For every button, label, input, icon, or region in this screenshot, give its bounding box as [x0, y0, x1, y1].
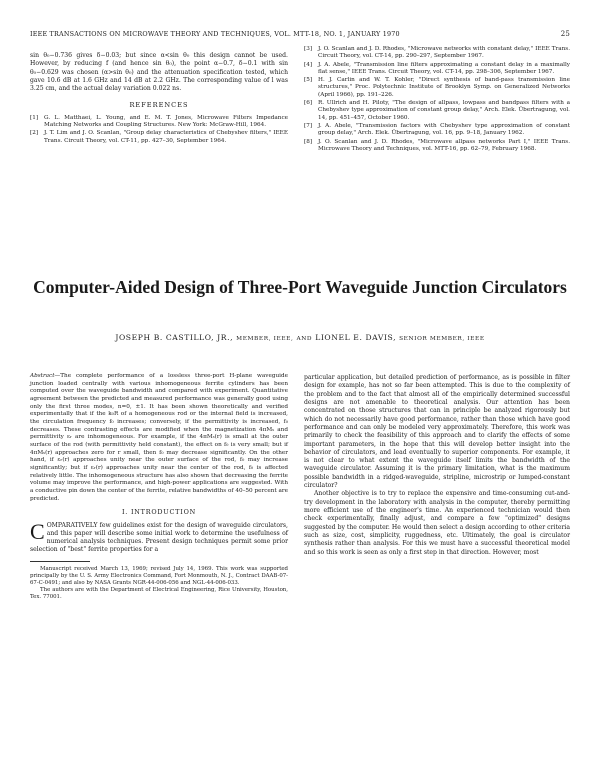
author-affiliation: SENIOR MEMBER, IEEE: [399, 336, 485, 342]
reference-text: H. J. Carlin and W. T. Kohler, "Direct synthesis of band-pass transmission line structures," Proc. Polytechnic Institute of Brooklyn Symp. on Generalized Networks (April 1966), pp. 191–226.: [318, 77, 570, 98]
author-conjunction: AND: [296, 336, 313, 342]
footnote-authors: The authors are with the Department of Electrical Engineering, Rice University, Houston, Tex. 77001.: [30, 586, 288, 600]
journal-running-title: IEEE TRANSACTIONS ON MICROWAVE THEORY AND TECHNIQUES, VOL. MTT-18, NO. 1, JANUARY 1970: [30, 30, 400, 38]
author-line: [30, 333, 570, 342]
footnote-rule: [30, 561, 90, 562]
reference-item: [30, 130, 288, 145]
abstract-label: Abstract: [30, 373, 55, 379]
previous-article-left-column: [30, 52, 288, 146]
author-affiliation: MEMBER, IEEE,: [236, 336, 294, 342]
page-number: 25: [560, 30, 570, 38]
reference-item: [304, 100, 570, 122]
section-heading-introduction: I. INTRODUCTION: [121, 508, 197, 517]
reference-number: [7]: [304, 122, 313, 129]
article-title: Computer-Aided Design of Three-Port Waveguide Junction Circulators: [33, 277, 567, 297]
previous-article-right-column: [304, 46, 570, 154]
introduction-text: OMPARATIVELY few guidelines exist for the design of waveguide circulators, and this paper will describe some initial work to determine the usefulness of numerical analysis techniques. Present design techniques permit some prior selection of "best" ferrite properties for a: [30, 521, 288, 554]
reference-number: [6]: [304, 100, 313, 107]
reference-item: [304, 62, 570, 77]
reference-number: [8]: [304, 138, 313, 145]
reference-number: [4]: [304, 61, 313, 68]
running-header: [30, 30, 570, 42]
reference-item: [304, 46, 570, 61]
reference-text: J. A. Abele, "Transmission line filters approximating a constant delay in a maximally flat sense," IEEE Trans. Circuit Theory, vol. CT-14, pp. 298–306, September 1967.: [318, 61, 570, 75]
reference-number: [5]: [304, 77, 313, 84]
reference-number: [2]: [30, 130, 39, 137]
reference-text: J. O. Scanlan and J. D. Rhodes, "Microwave allpass networks Part I," IEEE Trans. Microwave Theory and Techniques, vol. MTT-16, pp. 62–79, February 1968.: [318, 138, 570, 152]
author-name: JOSEPH B. CASTILLO, JR.,: [115, 333, 234, 342]
article-right-column: [304, 374, 570, 557]
reference-item: [304, 77, 570, 99]
reference-number: [3]: [304, 46, 313, 52]
reference-text: J. O. Scanlan and J. D. Rhodes, "Microwave networks with constant delay," IEEE Trans. Circuit Theory, vol. CT-14, pp. 290–297, September 1967.: [318, 46, 570, 60]
footnote-received: Manuscript received March 13, 1969; revised July 14, 1969. This work was supported principally by the U. S. Army Electronics Command, Fort Monmouth, N. J., Contract DAAB-07-67-C-0491; and also by NASA Grants NGR-44-006-056 and NGL-44-006-033.: [30, 565, 288, 586]
references-heading: REFERENCES: [129, 101, 189, 110]
drop-cap: C: [30, 518, 45, 544]
reference-item: [30, 115, 288, 130]
author-name: LIONEL E. DAVIS,: [315, 333, 397, 342]
reference-number: [1]: [30, 114, 39, 121]
reference-item: [304, 139, 570, 154]
body-paragraph: Another objective is to try to replace the expensive and time-consuming cut-and-try development in the laboratory with analysis in the computer, thereby permitting more efficient use of the engineer's time. An experienced technician would then check experimentally, finally adjust, and compare a few "optimized" designs suggested by the computer. He would then select a design according to other criteria such as size, cost, simplicity, ruggedness, etc. Ultimately, the goal is circulator synthesis rather than analysis. For this we must have a successful theoretical model and so this work is seen as only a first step in that direction. However, most: [304, 490, 570, 556]
body-paragraph: particular application, but detailed prediction of performance, as is possible in filter design for example, has not so far been attempted. This is due to the complexity of the problem and to the fact that almost all of the empirically determined successful designs are not amenable to theoretical analysis. Our attention has been concentrated on those structures that can in principle be analyzed rigorously but which do not necessarily have good performance, rather than those which have good performance and can only be modeled very approximately. Therefore, this work was primarily to check the feasibility of this approach and to clarify the effects of some important parameters, in the hope that this will develop better insight into the behavior of circulators, and lead eventually to superior components. For example, it is not clear to what extent the waveguide itself limits the bandwidth of the waveguide circulator. Assuming it is the primary limitation, what is the maximum possible bandwidth in a ridged-waveguide, stripline, microstrip or lumped-constant circulator?: [304, 374, 570, 490]
article-left-column: [30, 373, 288, 601]
previous-article-paragraph: sin θ₀−0.736 gives δ−0.03; but since α<sin θ₀ this design cannot be used. However, by reducing f (and hence sin θ₀), the point α−0.7, δ−0.1 with sin θ₀−0.629 was chosen (α>sin θ₀) and the attenuation specification tested, which gave 10.6 dB at 1.6 GHz and 14 dB at 2.2 GHz. The corresponding value of l was 3.25 cm, and the actual delay variation 0.022 ns.: [30, 52, 288, 93]
abstract-text: —The complete performance of a lossless three-port H-plane waveguide junction loaded centrally with various inhomogeneous ferrite cylinders has been computed over the waveguide bandwidth and compared with experiment. Quantitative agreement between the predicted and measured performance was generally good using only the first three modes, n=0, ±1. It has been shown theoretically and verified experimentally that if the k₀R of a homogeneous rod or the internal field is increased, the circulation frequency f₀ increases; conversely, if the permittivity is increased, f₀ decreases. These contrasting effects are modified when the magnetization 4πMₛ and permittivity εᵣ are inhomogeneous. For example, if the 4πMₛ(r) is small at the outer surface of the rod (with permittivity held constant), the effect on f₀ is very small; but if 4πMₛ(r) approaches zero for r small, then f₀ may decrease significantly. On the other hand, if εᵣ(r) approaches unity near the outer surface of the rod, f₀ may increase significantly; but if εᵣ(r) approaches unity near the center of the rod, f₀ is affected relatively little. The inhomogeneous structure has also shown that decreasing the ferrite volume may improve the performance, and high-power applications are suggested. With a conductive pin down the center of the ferrite, relative bandwidths of 40–50 percent are predicted.: [30, 373, 288, 502]
reference-text: G. L. Matthaei, L. Young, and E. M. T. Jones, Microwave Filters Impedance Matching Networks and Coupling Structures. New York: McGraw-Hill, 1964.: [44, 114, 288, 129]
abstract: [30, 373, 288, 503]
reference-text: R. Ullrich and H. Piloty, "The design of allpass, lowpass and bandpass filters with a Chebyshev type approximation of constant group delay," Arch. Elek. Übertragung, vol. 14, pp. 451–457, October 1960.: [318, 100, 570, 121]
reference-item: [304, 123, 570, 138]
introduction-paragraph: [30, 518, 288, 555]
reference-text: J. T. Lim and J. O. Scanlan, "Group delay characteristics of Chebyshev filters," IEEE Trans. Circuit Theory, vol. CT-11, pp. 427–30, September 1964.: [44, 130, 288, 144]
reference-text: J. A. Abele, "Transmission factors with Chebyshev type approximation of constant group delay," Arch. Elek. Übertragung, vol. 16, pp. 9–18, January 1962.: [318, 122, 570, 137]
